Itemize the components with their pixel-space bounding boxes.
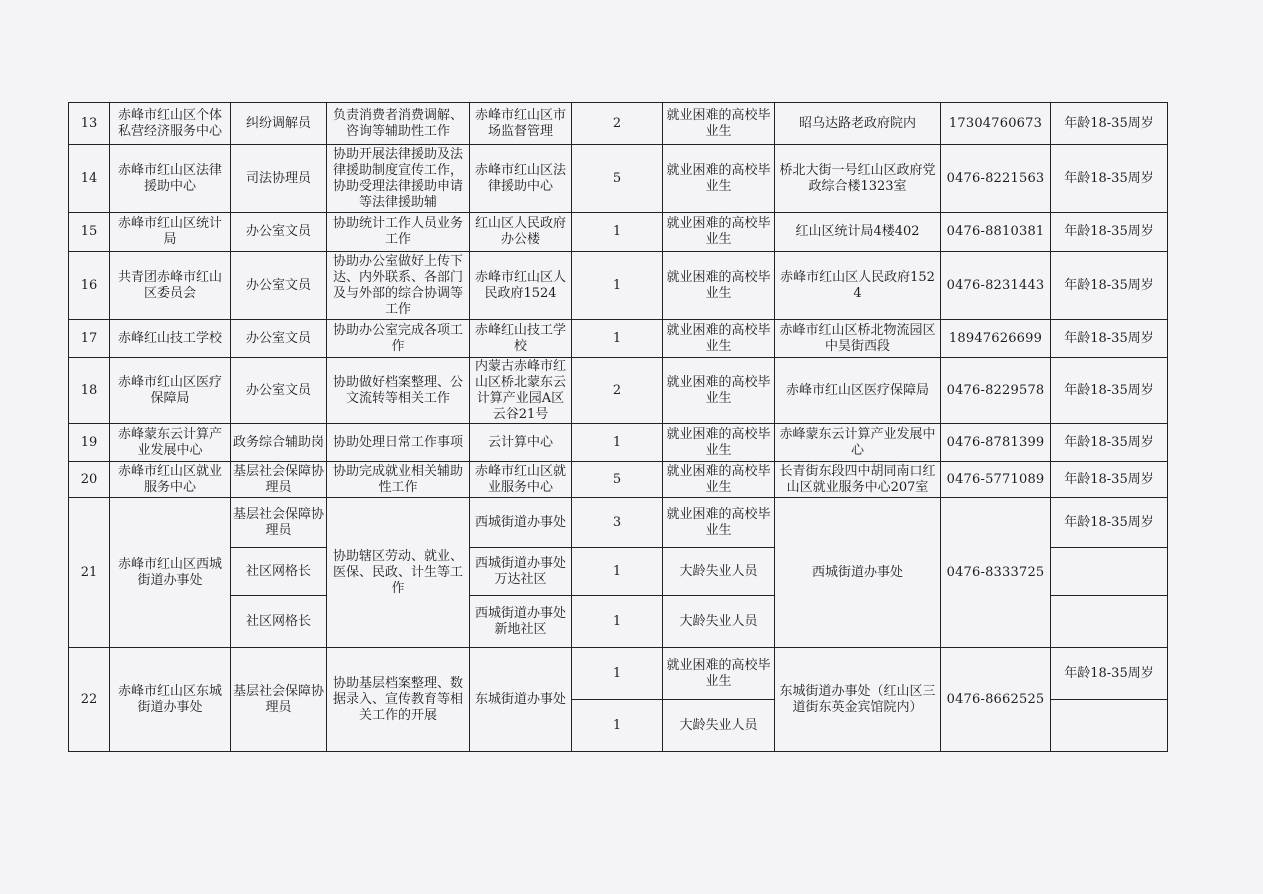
post-cell: 政务综合辅助岗 [231, 424, 327, 462]
headcount-cell: 1 [572, 213, 663, 252]
duty-cell: 协助辖区劳动、就业、医保、民政、计生等工作 [327, 498, 470, 648]
requirement-cell [1051, 700, 1168, 752]
post-cell: 办公室文员 [231, 358, 327, 424]
requirement-cell: 年龄18-35周岁 [1051, 145, 1168, 213]
location-cell: 赤峰市红山区法律援助中心 [470, 145, 572, 213]
post-cell: 基层社会保障协理员 [231, 462, 327, 498]
headcount-cell: 1 [572, 252, 663, 320]
post-cell: 基层社会保障协理员 [231, 498, 327, 548]
table-row [69, 145, 1168, 213]
row-number: 19 [69, 424, 110, 462]
target-group-cell: 大龄失业人员 [663, 596, 775, 648]
phone-cell: 0476-8229578 [941, 358, 1051, 424]
headcount-cell: 3 [572, 498, 663, 548]
post-cell: 基层社会保障协理员 [231, 648, 327, 752]
address-cell: 赤峰市红山区人民政府1524 [775, 252, 941, 320]
post-cell: 司法协理员 [231, 145, 327, 213]
row-number: 15 [69, 213, 110, 252]
address-cell: 东城街道办事处（红山区三道街东英金宾馆院内） [775, 648, 941, 752]
post-cell: 办公室文员 [231, 252, 327, 320]
table-row [69, 358, 1168, 424]
target-group-cell: 就业困难的高校毕业生 [663, 358, 775, 424]
phone-cell: 0476-8810381 [941, 213, 1051, 252]
table-row [69, 424, 1168, 462]
location-cell: 西城街道办事处 [470, 498, 572, 548]
target-group-cell: 就业困难的高校毕业生 [663, 213, 775, 252]
headcount-cell: 5 [572, 462, 663, 498]
department-cell: 赤峰市红山区医疗保障局 [110, 358, 231, 424]
department-cell: 赤峰市红山区东城街道办事处 [110, 648, 231, 752]
department-cell: 赤峰市红山区法律援助中心 [110, 145, 231, 213]
phone-cell: 0476-8333725 [941, 498, 1051, 648]
location-cell: 赤峰市红山区人民政府1524 [470, 252, 572, 320]
location-cell: 西城街道办事处新地社区 [470, 596, 572, 648]
address-cell: 长青街东段四中胡同南口红山区就业服务中心207室 [775, 462, 941, 498]
headcount-cell: 5 [572, 145, 663, 213]
requirement-cell [1051, 548, 1168, 596]
table-row [69, 320, 1168, 358]
address-cell: 赤峰蒙东云计算产业发展中心 [775, 424, 941, 462]
requirement-cell: 年龄18-35周岁 [1051, 320, 1168, 358]
department-cell: 赤峰蒙东云计算产业发展中心 [110, 424, 231, 462]
requirement-cell: 年龄18-35周岁 [1051, 424, 1168, 462]
table-row [69, 252, 1168, 320]
table-row [69, 498, 1168, 548]
duty-cell: 协助办公室完成各项工作 [327, 320, 470, 358]
phone-cell: 18947626699 [941, 320, 1051, 358]
target-group-cell: 就业困难的高校毕业生 [663, 424, 775, 462]
row-number: 21 [69, 498, 110, 648]
row-number: 13 [69, 103, 110, 145]
location-cell: 赤峰市红山区就业服务中心 [470, 462, 572, 498]
requirement-cell: 年龄18-35周岁 [1051, 103, 1168, 145]
duty-cell: 负责消费者消费调解、咨询等辅助性工作 [327, 103, 470, 145]
address-cell: 西城街道办事处 [775, 498, 941, 648]
table-row [69, 103, 1168, 145]
post-cell: 社区网格长 [231, 596, 327, 648]
phone-cell: 0476-8221563 [941, 145, 1051, 213]
phone-cell: 0476-5771089 [941, 462, 1051, 498]
location-cell: 赤峰市红山区市场监督管理 [470, 103, 572, 145]
headcount-cell: 2 [572, 103, 663, 145]
post-cell: 纠纷调解员 [231, 103, 327, 145]
table-row [69, 462, 1168, 498]
address-cell: 赤峰市红山区桥北物流园区中昊街西段 [775, 320, 941, 358]
position-table [68, 102, 1168, 752]
address-cell: 赤峰市红山区医疗保障局 [775, 358, 941, 424]
table-row [69, 213, 1168, 252]
location-cell: 西城街道办事处万达社区 [470, 548, 572, 596]
department-cell: 赤峰市红山区统计局 [110, 213, 231, 252]
location-cell: 内蒙古赤峰市红山区桥北蒙东云计算产业园A区云谷21号 [470, 358, 572, 424]
target-group-cell: 就业困难的高校毕业生 [663, 498, 775, 548]
duty-cell: 协助完成就业相关辅助性工作 [327, 462, 470, 498]
row-number: 16 [69, 252, 110, 320]
headcount-cell: 1 [572, 424, 663, 462]
headcount-cell: 1 [572, 548, 663, 596]
location-cell: 东城街道办事处 [470, 648, 572, 752]
table-row [69, 648, 1168, 700]
department-cell: 共青团赤峰市红山区委员会 [110, 252, 231, 320]
duty-cell: 协助办公室做好上传下达、内外联系、各部门及与外部的综合协调等工作 [327, 252, 470, 320]
headcount-cell: 1 [572, 700, 663, 752]
target-group-cell: 大龄失业人员 [663, 700, 775, 752]
location-cell: 云计算中心 [470, 424, 572, 462]
headcount-cell: 2 [572, 358, 663, 424]
post-cell: 社区网格长 [231, 548, 327, 596]
duty-cell: 协助基层档案整理、数据录入、宣传教育等相关工作的开展 [327, 648, 470, 752]
requirement-cell: 年龄18-35周岁 [1051, 252, 1168, 320]
duty-cell: 协助统计工作人员业务工作 [327, 213, 470, 252]
target-group-cell: 大龄失业人员 [663, 548, 775, 596]
row-number: 20 [69, 462, 110, 498]
requirement-cell: 年龄18-35周岁 [1051, 648, 1168, 700]
requirement-cell [1051, 596, 1168, 648]
requirement-cell: 年龄18-35周岁 [1051, 358, 1168, 424]
headcount-cell: 1 [572, 596, 663, 648]
location-cell: 赤峰红山技工学校 [470, 320, 572, 358]
headcount-cell: 1 [572, 320, 663, 358]
location-cell: 红山区人民政府办公楼 [470, 213, 572, 252]
target-group-cell: 就业困难的高校毕业生 [663, 252, 775, 320]
target-group-cell: 就业困难的高校毕业生 [663, 320, 775, 358]
target-group-cell: 就业困难的高校毕业生 [663, 648, 775, 700]
department-cell: 赤峰市红山区个体私营经济服务中心 [110, 103, 231, 145]
row-number: 22 [69, 648, 110, 752]
target-group-cell: 就业困难的高校毕业生 [663, 145, 775, 213]
requirement-cell: 年龄18-35周岁 [1051, 213, 1168, 252]
post-cell: 办公室文员 [231, 320, 327, 358]
phone-cell: 0476-8781399 [941, 424, 1051, 462]
target-group-cell: 就业困难的高校毕业生 [663, 462, 775, 498]
requirement-cell: 年龄18-35周岁 [1051, 498, 1168, 548]
phone-cell: 17304760673 [941, 103, 1051, 145]
duty-cell: 协助处理日常工作事项 [327, 424, 470, 462]
duty-cell: 协助开展法律援助及法律援助制度宣传工作，协助受理法律援助申请等法律援助辅 [327, 145, 470, 213]
department-cell: 赤峰红山技工学校 [110, 320, 231, 358]
department-cell: 赤峰市红山区西城街道办事处 [110, 498, 231, 648]
duty-cell: 协助做好档案整理、公文流转等相关工作 [327, 358, 470, 424]
phone-cell: 0476-8662525 [941, 648, 1051, 752]
post-cell: 办公室文员 [231, 213, 327, 252]
target-group-cell: 就业困难的高校毕业生 [663, 103, 775, 145]
headcount-cell: 1 [572, 648, 663, 700]
address-cell: 红山区统计局4楼402 [775, 213, 941, 252]
row-number: 18 [69, 358, 110, 424]
address-cell: 昭乌达路老政府院内 [775, 103, 941, 145]
requirement-cell: 年龄18-35周岁 [1051, 462, 1168, 498]
department-cell: 赤峰市红山区就业服务中心 [110, 462, 231, 498]
row-number: 17 [69, 320, 110, 358]
phone-cell: 0476-8231443 [941, 252, 1051, 320]
address-cell: 桥北大街一号红山区政府党政综合楼1323室 [775, 145, 941, 213]
row-number: 14 [69, 145, 110, 213]
